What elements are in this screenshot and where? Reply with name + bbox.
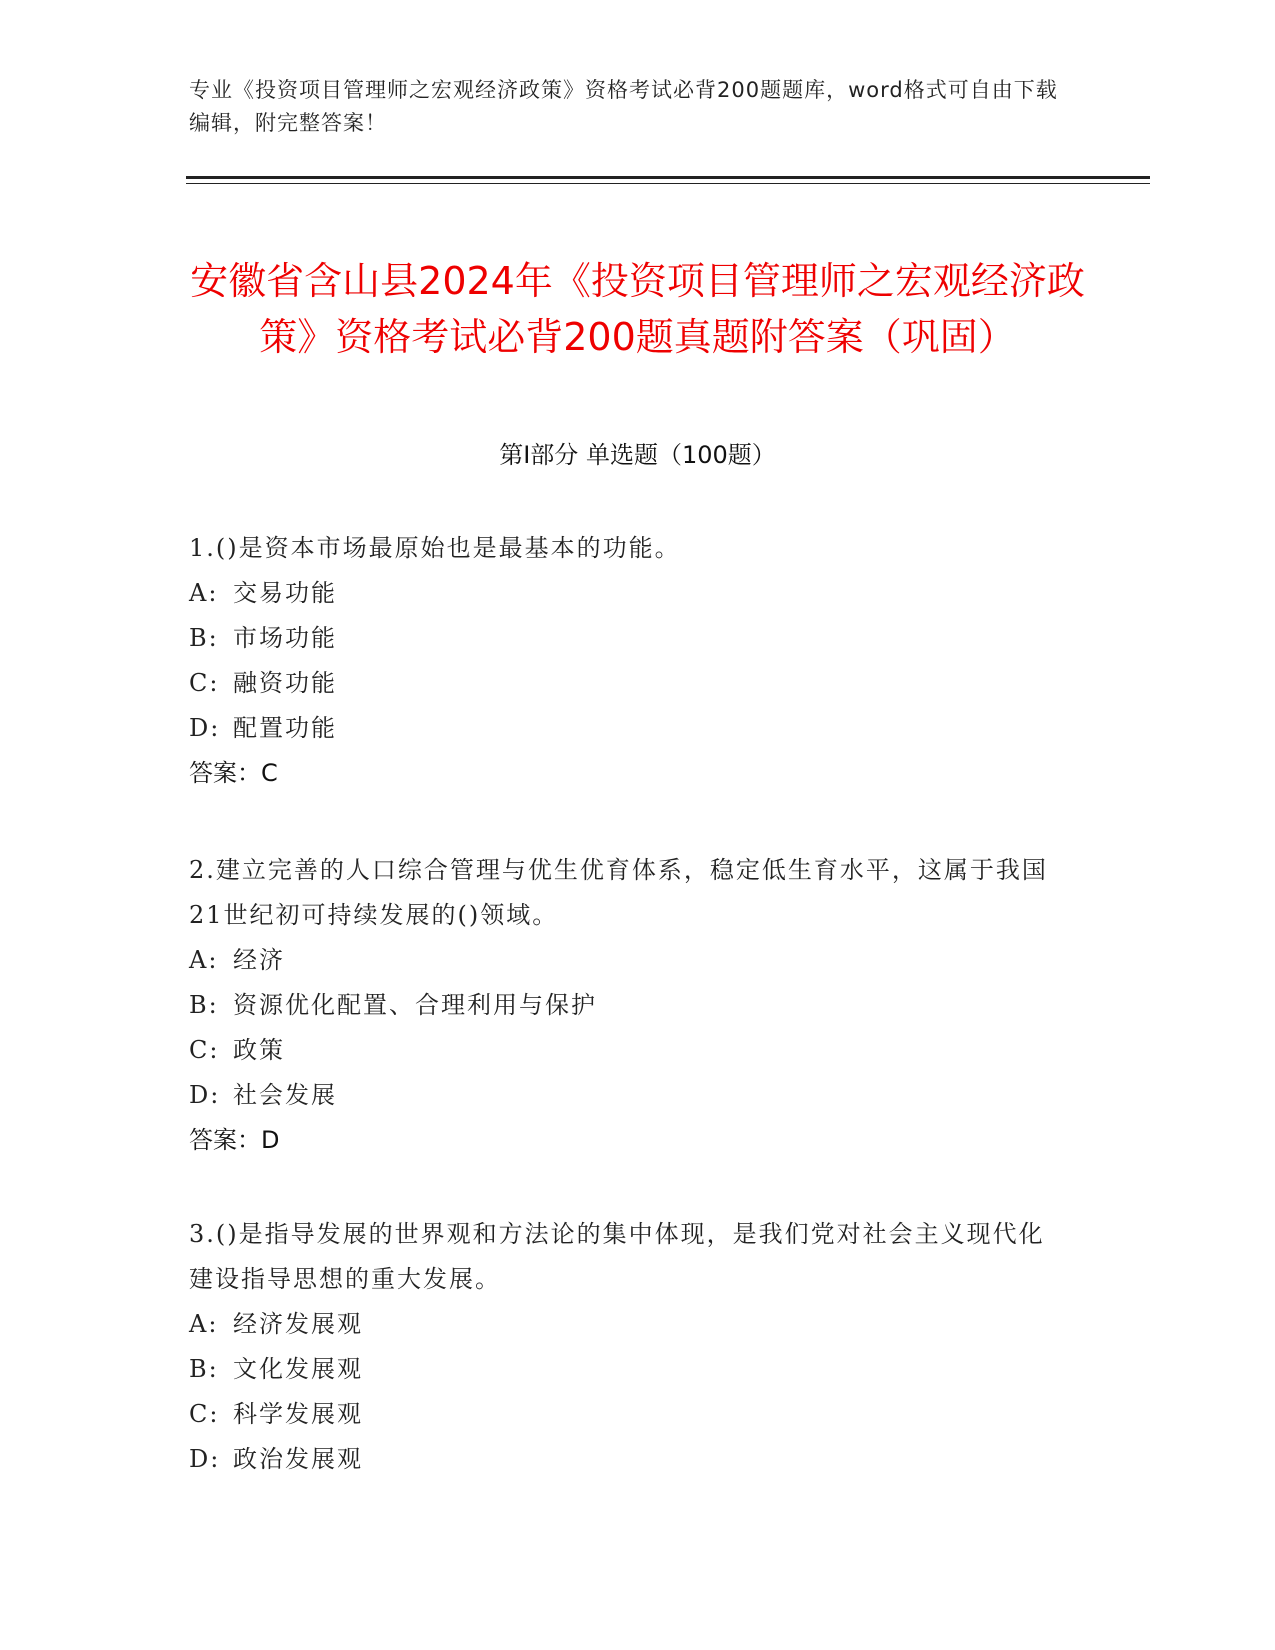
- option-c: [189, 661, 1069, 706]
- option-d: [189, 1073, 1069, 1118]
- option-text: 文化发展观: [233, 1355, 363, 1383]
- option-b: [189, 1347, 1069, 1392]
- option-text: 融资功能: [233, 669, 337, 697]
- option-text: 科学发展观: [233, 1400, 363, 1428]
- option-d: [189, 1437, 1069, 1482]
- option-a: [189, 571, 1069, 616]
- option-text: 配置功能: [233, 714, 337, 742]
- answer-line: 答案：C: [189, 759, 278, 787]
- option-text: 经济: [233, 946, 285, 974]
- option-letter: C:: [189, 1400, 220, 1428]
- option-letter: D:: [189, 1445, 221, 1473]
- option-letter: D:: [189, 1081, 221, 1109]
- header-note: 专业《投资项目管理师之宏观经济政策》资格考试必背200题题库，word格式可自由下载编辑，附完整答案！: [189, 78, 1058, 135]
- header-divider-thick: [186, 176, 1150, 179]
- answer-line: 答案：D: [189, 1126, 280, 1154]
- option-a: [189, 938, 1069, 983]
- option-letter: A:: [189, 579, 219, 607]
- question-2: [189, 848, 1069, 1163]
- option-a: [189, 1302, 1069, 1347]
- option-text: 政治发展观: [233, 1445, 363, 1473]
- option-letter: A:: [189, 1310, 219, 1338]
- option-letter: B:: [189, 991, 219, 1019]
- option-text: 政策: [233, 1036, 285, 1064]
- question-stem: 1.()是资本市场最原始也是最基本的功能。: [189, 534, 681, 562]
- header-divider-thin: [186, 183, 1150, 184]
- option-b: [189, 616, 1069, 661]
- option-letter: B:: [189, 1355, 219, 1383]
- option-text: 经济发展观: [233, 1310, 363, 1338]
- document-title: 安徽省含山县2024年《投资项目管理师之宏观经济政策》资格考试必背200题真题附答案（巩固）: [190, 259, 1085, 360]
- question-1: [189, 526, 1069, 796]
- question-stem: 3.()是指导发展的世界观和方法论的集中体现，是我们党对社会主义现代化建设指导思想的重大发展。: [189, 1220, 1045, 1293]
- option-text: 资源优化配置、合理利用与保护: [233, 991, 597, 1019]
- option-letter: A:: [189, 946, 219, 974]
- option-b: [189, 983, 1069, 1028]
- option-letter: B:: [189, 624, 219, 652]
- option-text: 市场功能: [233, 624, 337, 652]
- option-c: [189, 1028, 1069, 1073]
- option-letter: D:: [189, 714, 221, 742]
- option-d: [189, 706, 1069, 751]
- option-text: 交易功能: [233, 579, 337, 607]
- option-letter: C:: [189, 669, 220, 697]
- option-text: 社会发展: [233, 1081, 337, 1109]
- option-c: [189, 1392, 1069, 1437]
- section-heading: 第Ⅰ部分 单选题（100题）: [499, 441, 776, 469]
- question-stem: 2.建立完善的人口综合管理与优生优育体系，稳定低生育水平，这属于我国21世纪初可持续发展的()领域。: [189, 856, 1048, 929]
- option-letter: C:: [189, 1036, 220, 1064]
- question-3: [189, 1212, 1069, 1482]
